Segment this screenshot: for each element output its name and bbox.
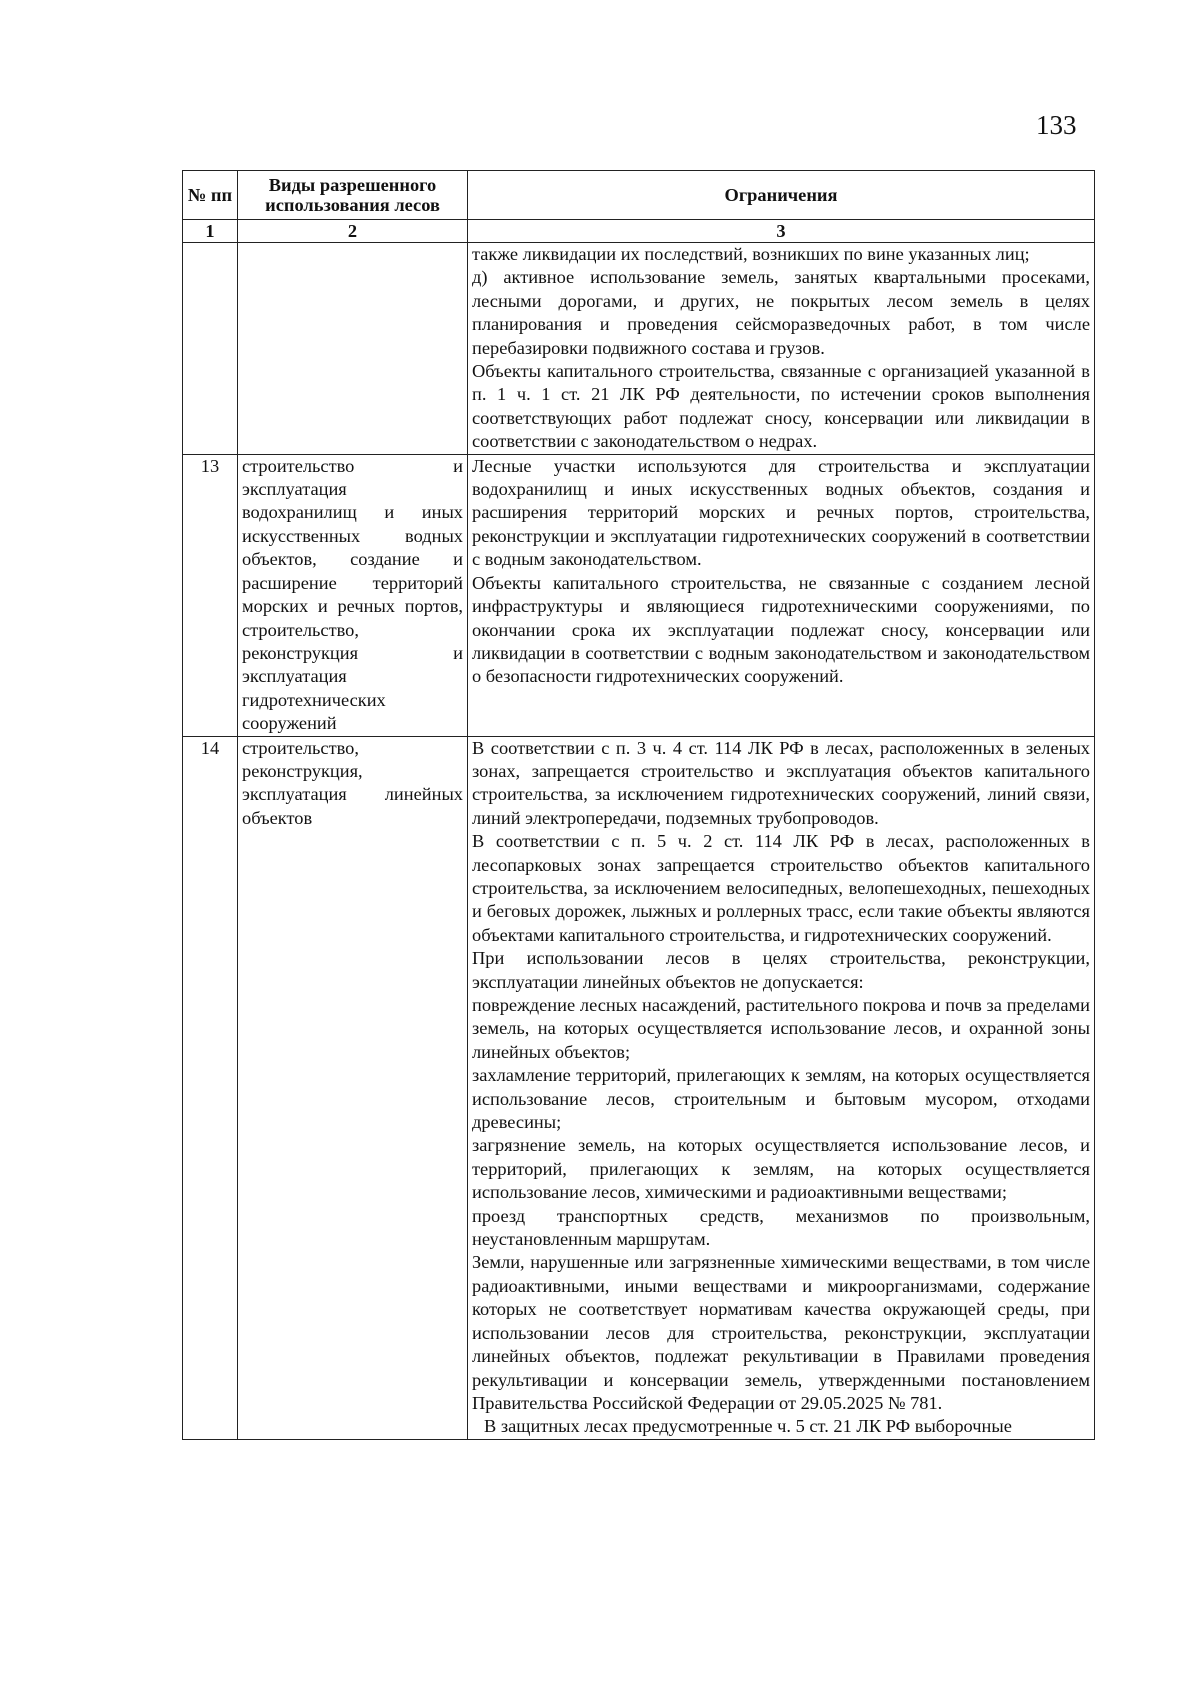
header-number: № пп	[183, 171, 238, 220]
restrictions-table	[182, 170, 1095, 1440]
page-number: 133	[1036, 110, 1077, 140]
restriction-paragraph: В соответствии с п. 3 ч. 4 ст. 114 ЛК РФ в лесах, расположенных в зеленых зонах, запрещается строительство и эксплуатация объектов капитального строительства, за исключением гидротехнических сооружений, линий связи, линий электропередачи, подземных трубопроводов.	[472, 737, 1090, 828]
restriction-paragraph: Лесные участки используются для строительства и эксплуатации водохранилищ и иных искусственных водных объектов, создания и расширения территорий морских и речных портов, строительства, реконструкции и эксплуатации гидротехнических сооружений в соответствии с водным законодательством.	[472, 455, 1090, 570]
column-number: 1	[183, 220, 238, 243]
restriction-paragraph: д) активное использование земель, занятых квартальными просеками, лесными дорогами, и других, не покрытых лесом земель в целях планирования и проведения сейсморазведочных работ, в том числе перебазировки подвижного состава и грузов.	[472, 267, 1090, 358]
restriction-paragraph: захламление территорий, прилегающих к землям, на которых осуществляется использование лесов, строительным и бытовым мусором, отходами древесины;	[472, 1065, 1090, 1133]
restriction-paragraph: В защитных лесах предусмотренные ч. 5 ст. 21 ЛК РФ выборочные	[484, 1416, 1012, 1437]
row-kind	[238, 243, 468, 455]
restriction-paragraph: При использовании лесов в целях строительства, реконструкции, эксплуатации линейных объектов не допускается:	[472, 948, 1090, 992]
table-header-row	[183, 171, 1095, 220]
row-kind: строительство и эксплуатация водохранилищ и иных искусственных водных объектов, создание и расширение территорий морских и речных портов, строительство, реконструкция и эксплуатация гидротехнических сооружений	[238, 454, 468, 736]
restriction-paragraph: проезд транспортных средств, механизмов по произвольным, неустановленным маршрутам.	[472, 1205, 1090, 1250]
table-row	[183, 736, 1095, 1439]
column-number: 3	[468, 220, 1095, 243]
restriction-paragraph: В соответствии с п. 5 ч. 2 ст. 114 ЛК РФ в лесах, расположенных в лесопарковых зонах запрещается строительство объектов капитального строительства, за исключением велосипедных, велопешеходных, пешеходных и беговых дорожек, лыжных и роллерных трасс, если такие объекты являются объектами капитального строительства, и гидротехнических сооружений.	[472, 831, 1090, 945]
row-kind: строительство, реконструкция, эксплуатация линейных объектов	[238, 736, 468, 1439]
row-number: 14	[183, 736, 238, 1439]
header-kind: Виды разрешенного использования лесов	[238, 171, 468, 220]
table-row	[183, 243, 1095, 455]
restriction-paragraph: Объекты капитального строительства, не связанные с созданием лесной инфраструктуры и являющиеся гидротехническими сооружениями, по окончании срока их эксплуатации подлежат сносу, консервации или ликвидации в соответствии с водным законодательством и законодательством о безопасности гидротехнических сооружений.	[472, 572, 1090, 687]
column-number: 2	[238, 220, 468, 243]
restriction-paragraph: Земли, нарушенные или загрязненные химическими веществами, в том числе радиоактивными, иными веществами и микроорганизмами, содержание которых не соответствует нормативам качества окружающей среды, при использовании лесов для строительства, реконструкции, эксплуатации линейных объектов, подлежат рекультивации в Правилами проведения рекультивации и консервации земель, утвержденными постановлением Правительства Российской Федерации от 29.05.2025 № 781.	[472, 1252, 1090, 1413]
restriction-paragraph: Объекты капитального строительства, связанные с организацией указанной в п. 1 ч. 1 ст. 21 ЛК РФ деятельности, по истечении сроков выполнения соответствующих работ подлежат сносу, консервации или ликвидации в соответствии с законодательством о недрах.	[472, 361, 1090, 452]
restriction-paragraph: загрязнение земель, на которых осуществляется использование лесов, и территорий, прилегающих к землям, на которых осуществляется использование лесов, химическими и радиоактивными веществами;	[472, 1135, 1090, 1203]
row-number	[183, 243, 238, 455]
row-restrictions	[468, 736, 1095, 1439]
table-row	[183, 454, 1095, 736]
row-restrictions	[468, 243, 1095, 455]
restriction-paragraph: также ликвидации их последствий, возникших по вине указанных лиц;	[472, 244, 1030, 264]
restriction-paragraph: повреждение лесных насаждений, растительного покрова и почв за пределами земель, на которых осуществляется использование лесов, и охранной зоны линейных объектов;	[472, 995, 1090, 1062]
column-number-row	[183, 220, 1095, 243]
row-number: 13	[183, 454, 238, 736]
header-restrictions: Ограничения	[468, 171, 1095, 220]
row-restrictions	[468, 454, 1095, 736]
